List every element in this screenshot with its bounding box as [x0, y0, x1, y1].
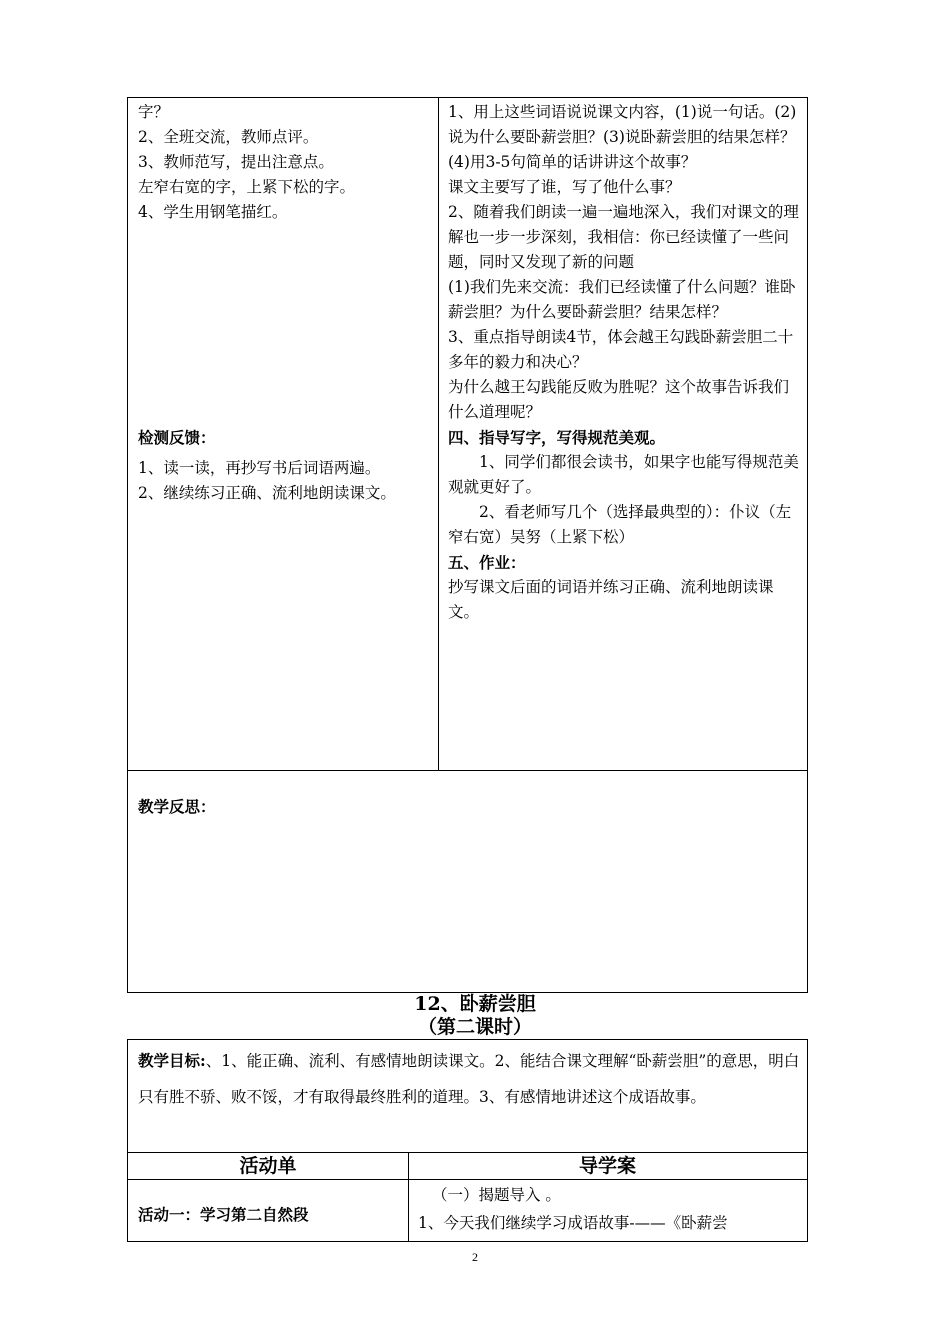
- reflection-label: 教学反思：: [138, 797, 216, 816]
- reflection-box: [127, 770, 808, 993]
- left-line: 字？: [138, 103, 170, 121]
- section-heading: 五、作业：: [448, 553, 526, 572]
- left-line: 3、教师范写，提出注意点。: [138, 153, 334, 171]
- guide-paragraph: 2、看老师写几个（选择最典型的）：仆议（左窄右宽）吴努（上紧下松）: [448, 503, 792, 546]
- guide-paragraph: 为什么越王勾践能反败为胜呢？这个故事告诉我们什么道理呢？: [448, 378, 790, 421]
- guide-paragraph: 2、随着我们朗读一遍一遍地深入，我们对课文的理解也一步一步深刻，我相信：你已经读懂了一些问题，同时又发现了新的问题: [448, 203, 799, 271]
- feedback-label: 检测反馈：: [138, 428, 216, 447]
- guide-paragraph: 3、重点指导朗读4节，体会越王勾践卧薪尝胆二十多年的毅力和决心？: [448, 328, 794, 371]
- header-divider: [128, 1179, 807, 1180]
- teaching-goals: [138, 1043, 800, 1115]
- teaching-goals-box: [127, 1039, 808, 1153]
- left-line: 4、学生用钢笔描红。: [138, 203, 288, 221]
- guide-paragraph: 抄写课文后面的词语并练习正确、流利地朗读课文。: [448, 578, 774, 621]
- guide-line: （一）揭题导入 。: [432, 1186, 561, 1204]
- lesson-title: 12、卧薪尝胆: [414, 993, 536, 1015]
- guide-column: [448, 100, 804, 625]
- guide-paragraph: 1、同学们都很会读书，如果字也能写得规范美观就更好了。: [448, 453, 799, 496]
- activity-column: [138, 100, 438, 506]
- column-divider: [438, 98, 439, 770]
- guide-paragraph: 1、用上这些词语说说课文内容，(1)说一句话。(2)说为什么要卧薪尝胆？(3)说卧薪尝胆的结果怎样？(4)用3-5句简单的话讲讲这个故事？: [448, 103, 797, 171]
- guide-cell: [418, 1181, 803, 1237]
- goals-text: 、1、能正确、流利、有感情地朗读课文。2、能结合课文理解“卧薪尝胆”的意思，明白只有胜不骄、败不馁，才有取得最终胜利的道理。3、有感情地讲述这个成语故事。: [138, 1052, 800, 1106]
- header-activity-sheet: 活动单: [239, 1155, 297, 1177]
- guide-line: 1、今天我们继续学习成语故事-——《卧薪尝: [418, 1214, 728, 1232]
- section-heading: 四、指导写字，写得规范美观。: [448, 428, 666, 447]
- left-line: 左窄右宽的字，上紧下松的字。: [138, 178, 356, 196]
- goals-label: 教学目标:: [138, 1051, 206, 1070]
- lesson-subtitle: （第二课时）: [417, 1016, 532, 1038]
- activity-table: [127, 1152, 808, 1242]
- feedback-line: 1、读一读，再抄写书后词语两遍。: [138, 459, 381, 477]
- lesson-plan-table: [127, 97, 808, 771]
- page-number: 2: [472, 1250, 478, 1264]
- guide-paragraph: (1)我们先来交流：我们已经读懂了什么问题？谁卧薪尝胆？为什么要卧薪尝胆？结果怎样？: [448, 278, 796, 321]
- activity-one-label: 活动一：学习第二自然段: [138, 1205, 309, 1224]
- left-line: 2、全班交流，教师点评。: [138, 128, 319, 146]
- header-study-guide: 导学案: [578, 1155, 636, 1177]
- guide-paragraph: 课文主要写了谁，写了他什么事？: [448, 178, 681, 196]
- feedback-line: 2、继续练习正确、流利地朗读课文。: [138, 484, 396, 502]
